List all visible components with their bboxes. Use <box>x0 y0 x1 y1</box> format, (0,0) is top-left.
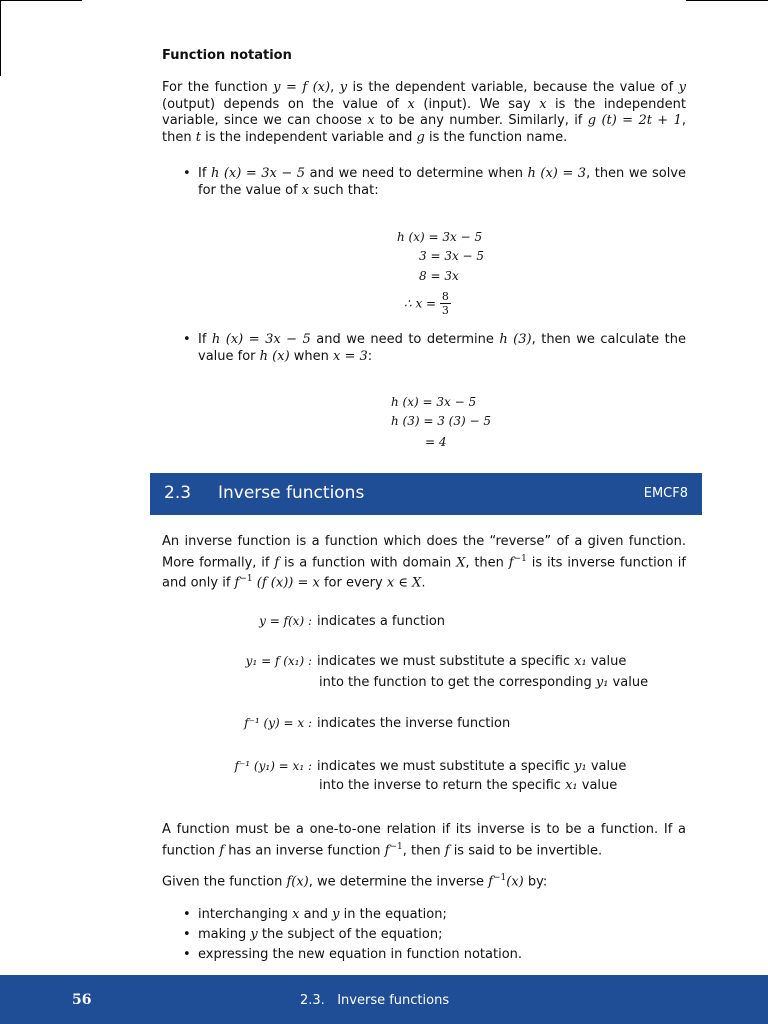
paragraph-invertible: A function must be a one-to-one relation if its inverse is to be a function. If a function f has an inverse function $f^{-1}$, then f is said to be invertible. <box>162 822 686 858</box>
definition-text: into the inverse to return the specific x₁ value <box>319 778 618 793</box>
section-number: 2.3 <box>164 483 192 503</box>
equation-line: h (3) = 3 (3) − 5 <box>391 414 491 428</box>
step-item: expressing the new equation in function notation. <box>198 947 523 962</box>
equation-line: 3 = 3x − 5 <box>419 249 485 263</box>
bullet-marker: • <box>183 947 191 962</box>
definition-lhs: y = f(x) : <box>259 614 312 628</box>
definition-lhs: f⁻¹ (y) = x : <box>244 716 312 730</box>
bullet-solve-for-x: If h (x) = 3x − 5 and we need to determine when h (x) = 3, then we solve for the value of x such that: <box>198 166 687 198</box>
page-number: 56 <box>72 992 92 1008</box>
equation-line: h (x) = 3x − 5 <box>397 230 483 244</box>
paragraph-function-notation: For the function y = f (x), y is the dependent variable, because the value of y (output) depends on the value of x (input). We say x is the independent variable, since we can choose x to be any number. Similarly, if g (t) = 2t + 1, then t is the independent variable and g is the function name. <box>162 80 687 145</box>
subsection-heading: Function notation <box>162 48 292 63</box>
definition-text: into the function to get the corresponding y₁ value <box>319 675 649 690</box>
equation-line: 8 = 3x <box>419 269 459 283</box>
section-code: EMCF8 <box>643 486 688 501</box>
section-header-bar <box>150 473 702 515</box>
definition-text: indicates the inverse function <box>317 716 511 731</box>
bullet-calculate-value: If h (x) = 3x − 5 and we need to determine h (3), then we calculate the value for h (x) when x = 3: <box>198 332 686 364</box>
page-footer <box>0 975 768 1024</box>
bullet-marker: • <box>183 166 191 181</box>
definition-text: indicates a function <box>317 614 446 629</box>
crop-mark <box>686 0 768 1</box>
crop-mark <box>0 0 82 1</box>
equation-line: h (x) = 3x − 5 <box>391 395 477 409</box>
equation-line: ∴ x = $\frac{8}{3}$ <box>404 290 449 317</box>
fraction: $\frac{8}{3}$ <box>441 290 449 317</box>
definition-text: indicates we must substitute a specific y₁ value <box>317 759 627 774</box>
step-item: interchanging x and y in the equation; <box>198 907 447 922</box>
paragraph-determine-inverse: Given the function f(x), we determine the inverse $f^{-1}(x)$ by: <box>162 873 548 890</box>
equation-line: = 4 <box>425 435 447 449</box>
step-item: making y the subject of the equation; <box>198 927 443 942</box>
definition-lhs: f⁻¹ (y₁) = x₁ : <box>234 759 312 773</box>
section-title: Inverse functions <box>218 483 365 503</box>
crop-mark <box>0 0 1 76</box>
definition-text: indicates we must substitute a specific x₁ value <box>317 654 627 669</box>
paragraph-inverse-definition: An inverse function is a function which does the “reverse” of a given function. More formally, if f is a function with domain X, then $f^{-1}$ is its inverse function if and only if $f^{-1}$ (f (x)) = x for every x ∈ X. <box>162 534 686 591</box>
bullet-marker: • <box>183 332 191 347</box>
bullet-marker: • <box>183 907 191 922</box>
definition-lhs: y₁ = f (x₁) : <box>245 654 312 668</box>
bullet-marker: • <box>183 927 191 942</box>
footer-section-title: 2.3. Inverse functions <box>300 993 450 1008</box>
